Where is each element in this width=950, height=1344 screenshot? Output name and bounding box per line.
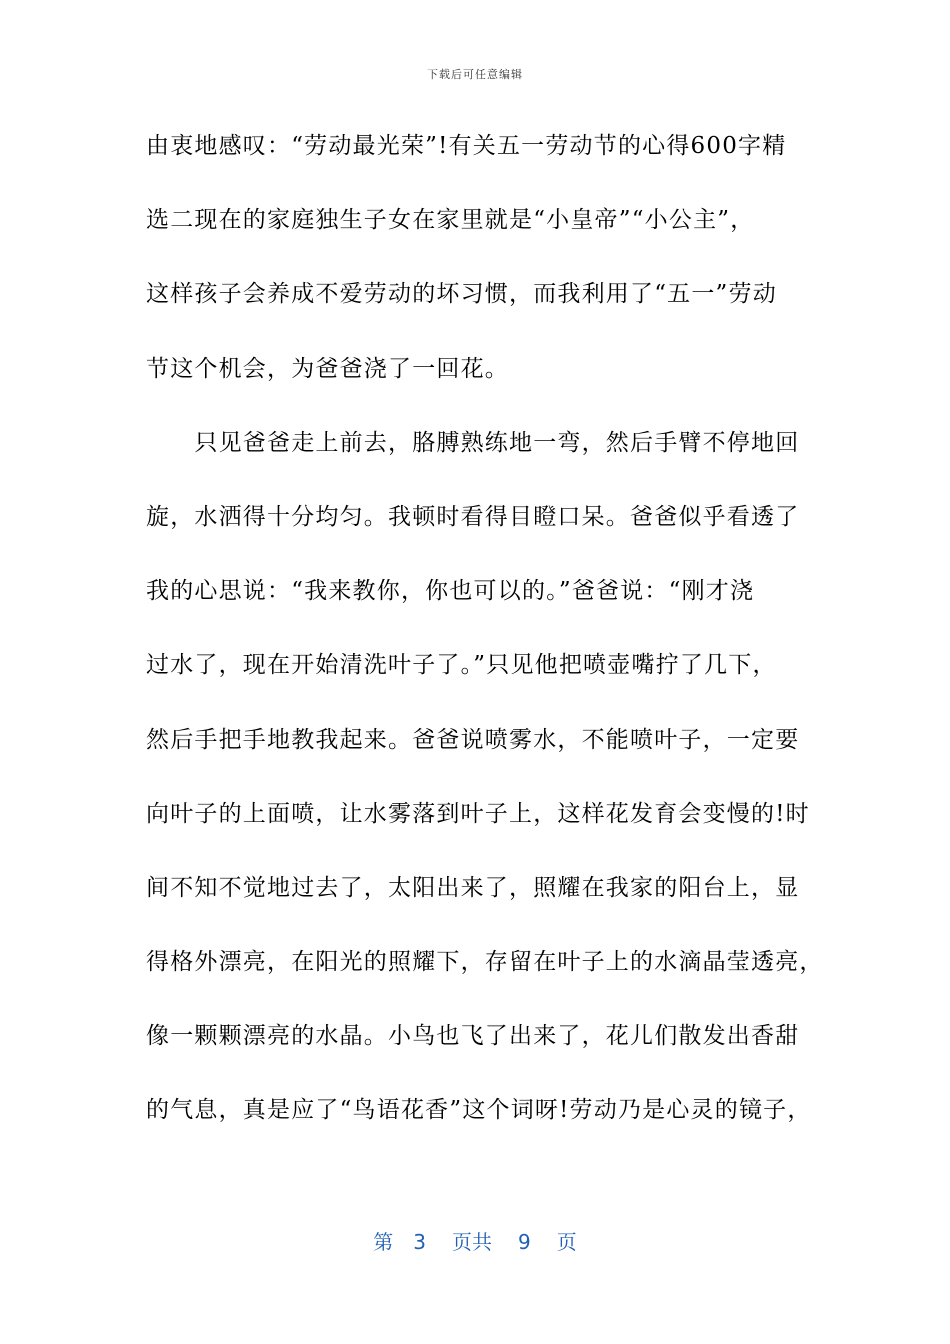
text-line: 旋，水洒得十分均匀。我顿时看得目瞪口呆。爸爸似乎看透了 <box>146 503 800 530</box>
footer-current-page: 3 <box>413 1230 426 1254</box>
text-line: 由衷地感叹：“劳动最光荣”!有关五一劳动节的心得600字精 <box>146 133 787 159</box>
text-line: 然后手把手地教我起来。爸爸说喷雾水，不能喷叶子，一定要 <box>146 726 800 753</box>
footer-suffix: 页 <box>556 1230 577 1254</box>
footer-total-pages: 9 <box>518 1230 531 1254</box>
text-line: 选二现在的家庭独生子女在家里就是“小皇帝”“小公主”， <box>146 207 755 234</box>
text-line: 间不知不觉地过去了，太阳出来了，照耀在我家的阳台上，显 <box>146 874 800 901</box>
text-line: 过水了，现在开始清洗叶子了。”只见他把喷壶嘴拧了几下， <box>146 652 777 679</box>
text-line: 只见爸爸走上前去，胳膊熟练地一弯，然后手臂不停地回 <box>146 429 800 456</box>
text-line: 节这个机会，为爸爸浇了一回花。 <box>146 355 509 382</box>
text-line: 我的心思说：“我来教你，你也可以的。”爸爸说：“刚才浇 <box>146 578 755 605</box>
header-note: 下载后可任意编辑 <box>427 68 523 81</box>
text-line: 像一颗颗漂亮的水晶。小鸟也飞了出来了，花儿们散发出香甜 <box>146 1023 800 1050</box>
footer-middle: 页共 <box>452 1230 492 1254</box>
text-line: 的气息，真是应了“鸟语花香”这个词呀!劳动乃是心灵的镜子， <box>146 1097 812 1124</box>
text-line: 得格外漂亮，在阳光的照耀下，存留在叶子上的水滴晶莹透亮， <box>146 949 824 976</box>
text-line: 这样孩子会养成不爱劳动的坏习惯，而我利用了“五一”劳动 <box>146 281 777 308</box>
page-footer <box>0 1226 950 1255</box>
text-line: 向叶子的上面喷，让水雾落到叶子上，这样花发育会变慢的!时 <box>146 800 810 827</box>
footer-prefix: 第 <box>373 1230 394 1254</box>
document-body <box>146 116 826 1155</box>
